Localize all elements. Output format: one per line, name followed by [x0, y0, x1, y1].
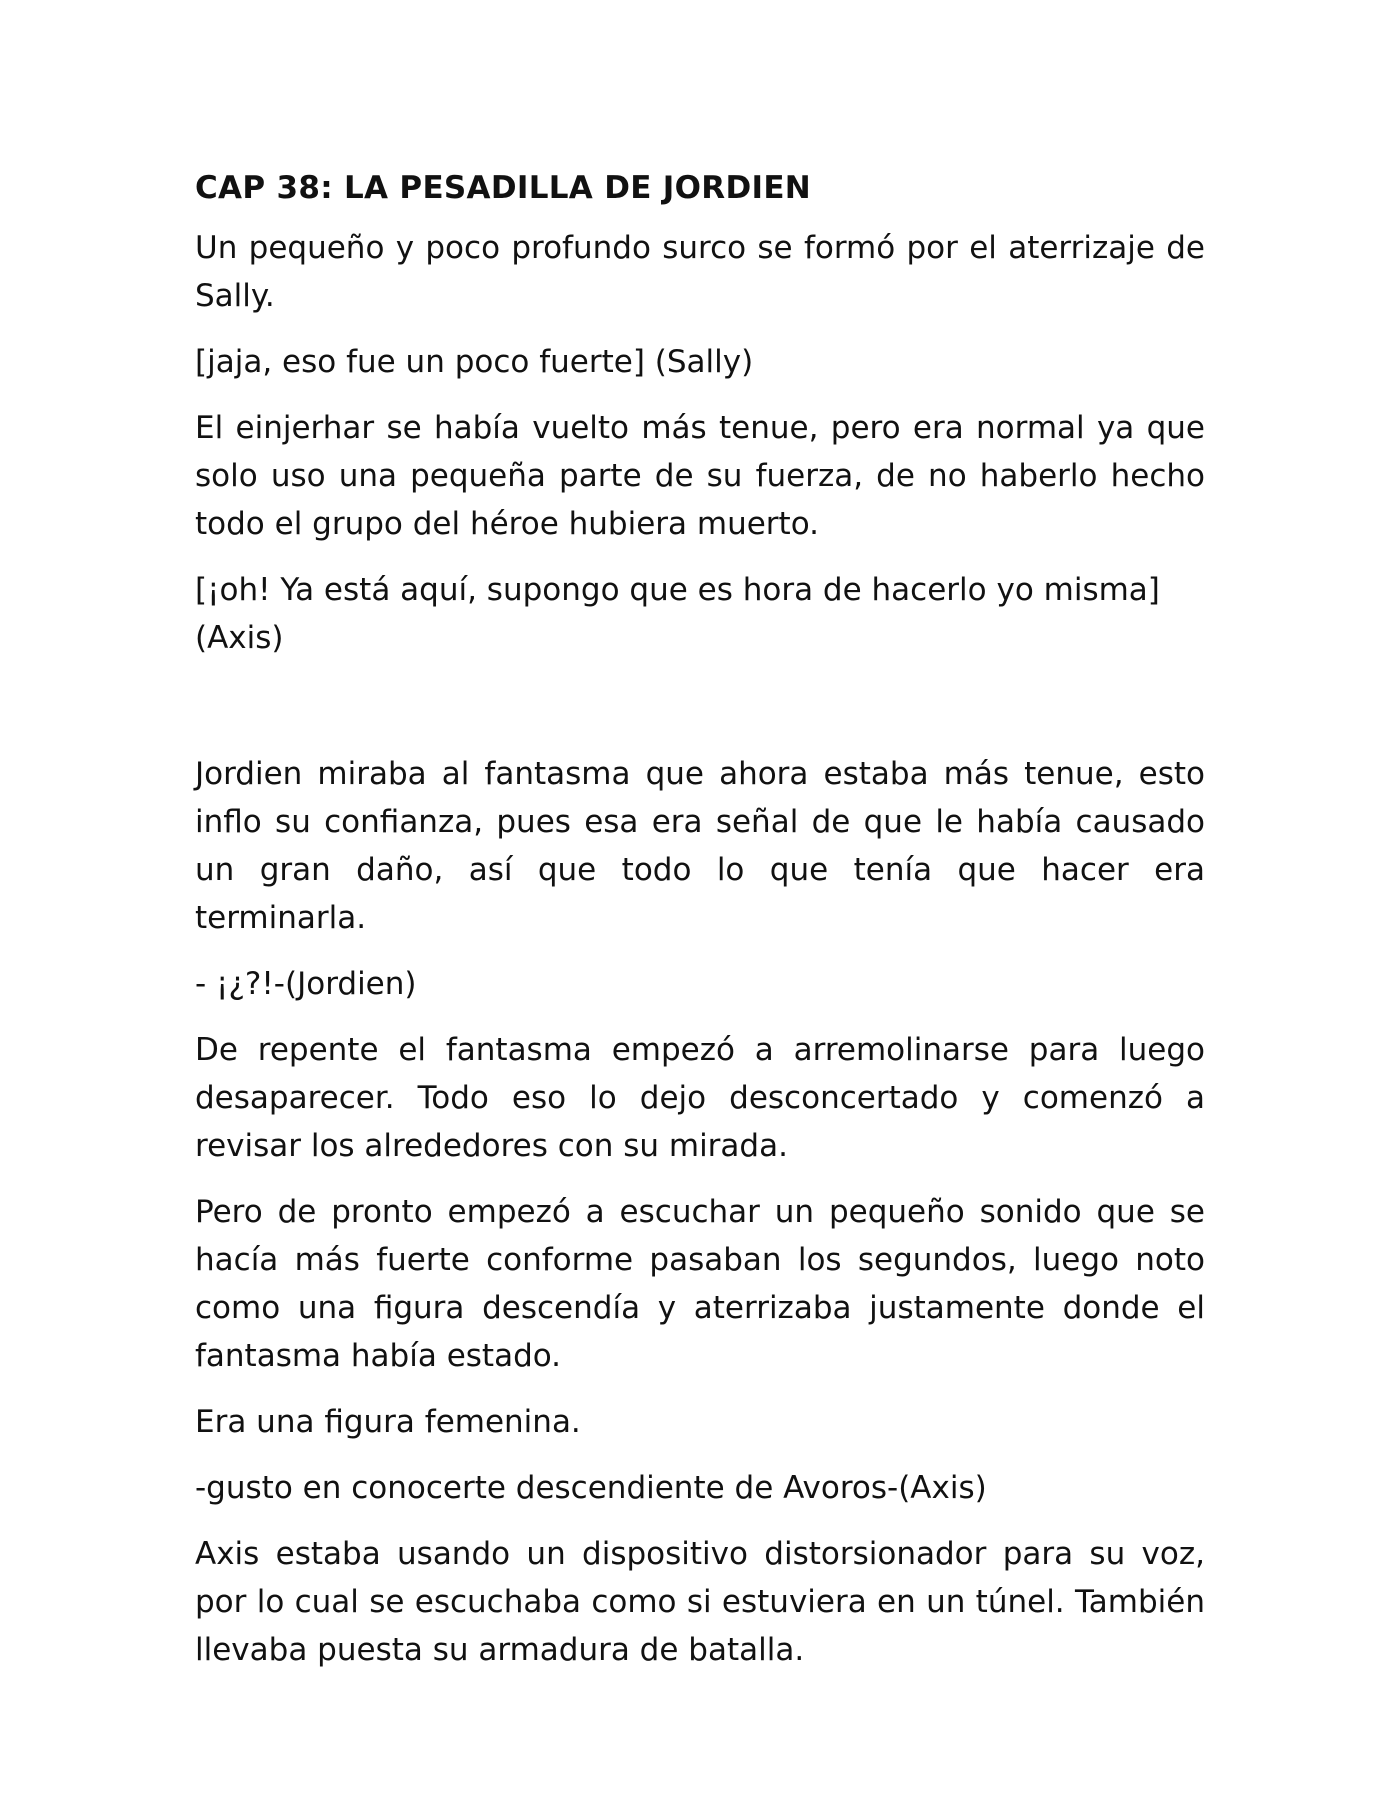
dialogue-line: [jaja, eso fue un poco fuerte] (Sally): [195, 344, 754, 380]
dialogue-line: - ¡¿?!-(Jordien): [195, 966, 417, 1002]
dialogue-line: [¡oh! Ya está aquí, supongo que es hora de hacerlo yo misma] (Axis): [195, 572, 1160, 656]
paragraph: Pero de pronto empezó a escuchar un pequeño sonido que se hacía más fuerte conforme pasaban los segundos, luego noto como una figura descendía y aterrizaba justamente donde el fantasma había estado.: [195, 1194, 1205, 1374]
paragraph: Era una figura femenina.: [195, 1404, 581, 1440]
paragraph: De repente el fantasma empezó a arremolinarse para luego desaparecer. Todo eso lo dejo desconcertado y comenzó a revisar los alrededores con su mirada.: [195, 1032, 1205, 1164]
chapter-title: CAP 38: LA PESADILLA DE JORDIEN: [195, 170, 812, 206]
document-body: [195, 160, 1205, 1692]
section-break: [195, 680, 1205, 750]
paragraph: Jordien miraba al fantasma que ahora estaba más tenue, esto inflo su confianza, pues esa era señal de que le había causado un gran daño, así que todo lo que tenía que hacer era terminarla.: [195, 756, 1205, 936]
paragraph: El einjerhar se había vuelto más tenue, pero era normal ya que solo uso una pequeña parte de su fuerza, de no haberlo hecho todo el grupo del héroe hubiera muerto.: [195, 410, 1205, 542]
dialogue-line: -gusto en conocerte descendiente de Avoros-(Axis): [195, 1470, 987, 1506]
paragraph: Axis estaba usando un dispositivo distorsionador para su voz, por lo cual se escuchaba como si estuviera en un túnel. También llevaba puesta su armadura de batalla.: [195, 1536, 1205, 1668]
paragraph: Un pequeño y poco profundo surco se formó por el aterrizaje de Sally.: [195, 230, 1205, 314]
